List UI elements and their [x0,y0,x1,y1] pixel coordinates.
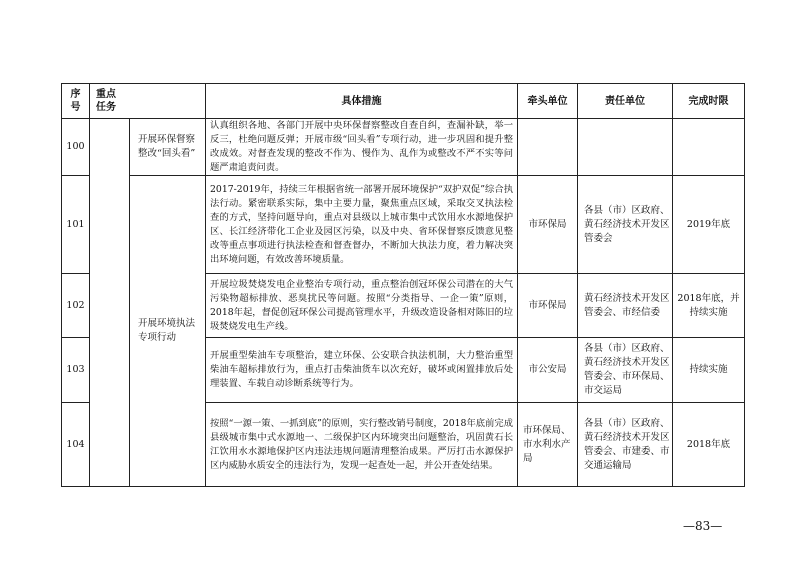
row-lead: 市环保局 [518,274,578,338]
row-resp: 各县（市）区政府、黄石经济技术开发区管委会、市环保局、市交运局 [578,338,673,403]
row-lead [518,119,578,176]
table-row [62,176,745,274]
header-measures: 具体措施 [206,84,518,119]
row-deadline: 持续实施 [673,338,745,403]
row-measures: 2017-2019年，持续三年根据省统一部署开展环境保护“双护双促”综合执法行动。紧密联系实际，集中主要力量，聚焦重点区域，采取交叉执法检查的方式，坚持问题导向，重点对县级以上城市集中式饮用水水源地保护区、长江经济带化工企业及园区污染，以及中央、省环保督察反馈意见整改等重点事项进行执法检查和督查督办，不断加大执法力度，着力解决突出环境问题，有效改善环境质量。 [206,176,518,274]
measures-table [61,83,745,487]
row-resp: 各县（市）区政府、黄石经济技术开发区管委会 [578,176,673,274]
row-measures: 按照“一源一策、一抓到底”的原则，实行整改销号制度，2018年底前完成县级城市集中式水源地一、二级保护区内环境突出问题整治，巩固黄石长江饮用水水源地保护区内违法违规问题清理整治成果。严厉打击水源保护区内威胁水质安全的违法行为，发现一起查处一起，并公开查处结果。 [206,403,518,487]
row-no: 104 [62,403,90,487]
header-resp-unit: 责任单位 [578,84,673,119]
header-key-task: 重点 任务 [90,84,206,119]
row-deadline [673,119,745,176]
row-resp: 各县（市）区政府、黄石经济技术开发区管委会、市建委、市交通运输局 [578,403,673,487]
row-deadline: 2018年底，并持续实施 [673,274,745,338]
row-resp: 黄石经济技术开发区管委会、市经信委 [578,274,673,338]
table-row [62,119,745,176]
row-no: 101 [62,176,90,274]
row-lead: 市环保局 [518,176,578,274]
header-no: 序 号 [62,84,90,119]
header-row [62,84,745,119]
row-task: 开展环境执法专项行动 [130,176,206,487]
row-measures: 开展垃圾焚烧发电企业整治专项行动，重点整治创冠环保公司潜在的大气污染物超标排放、恶臭扰民等问题。按照“分类指导、一企一策”原则，2018年起，督促创冠环保公司提高管理水平，升级改造设备相对陈旧的垃圾焚烧发电生产线。 [206,274,518,338]
page-number: —83— [683,519,723,533]
row-no: 100 [62,119,90,176]
row-task: 开展环保督察整改“回头看” [130,119,206,176]
key-task-blank-cell [90,119,130,487]
header-lead-unit: 牵头单位 [518,84,578,119]
row-measures: 认真组织各地、各部门开展中央环保督察整改自查自纠，查漏补缺，举一反三，杜绝问题反弹；开展市级“回头看”专项行动，进一步巩固和提升整改成效。对督查发现的整改不作为、慢作为、乱作为或整改不严不实等问题严肃追责问责。 [206,119,518,176]
row-measures: 开展重型柴油车专项整治，建立环保、公安联合执法机制，大力整治重型柴油车超标排放行为，重点打击柴油货车以次充好，破坏或闲置排放后处理装置、车载自动诊断系统等行为。 [206,338,518,403]
row-lead: 市环保局、市水利水产局 [518,403,578,487]
header-deadline: 完成时限 [673,84,745,119]
row-no: 102 [62,274,90,338]
row-resp [578,119,673,176]
row-deadline: 2019年底 [673,176,745,274]
row-no: 103 [62,338,90,403]
row-lead: 市公安局 [518,338,578,403]
row-deadline: 2018年底 [673,403,745,487]
